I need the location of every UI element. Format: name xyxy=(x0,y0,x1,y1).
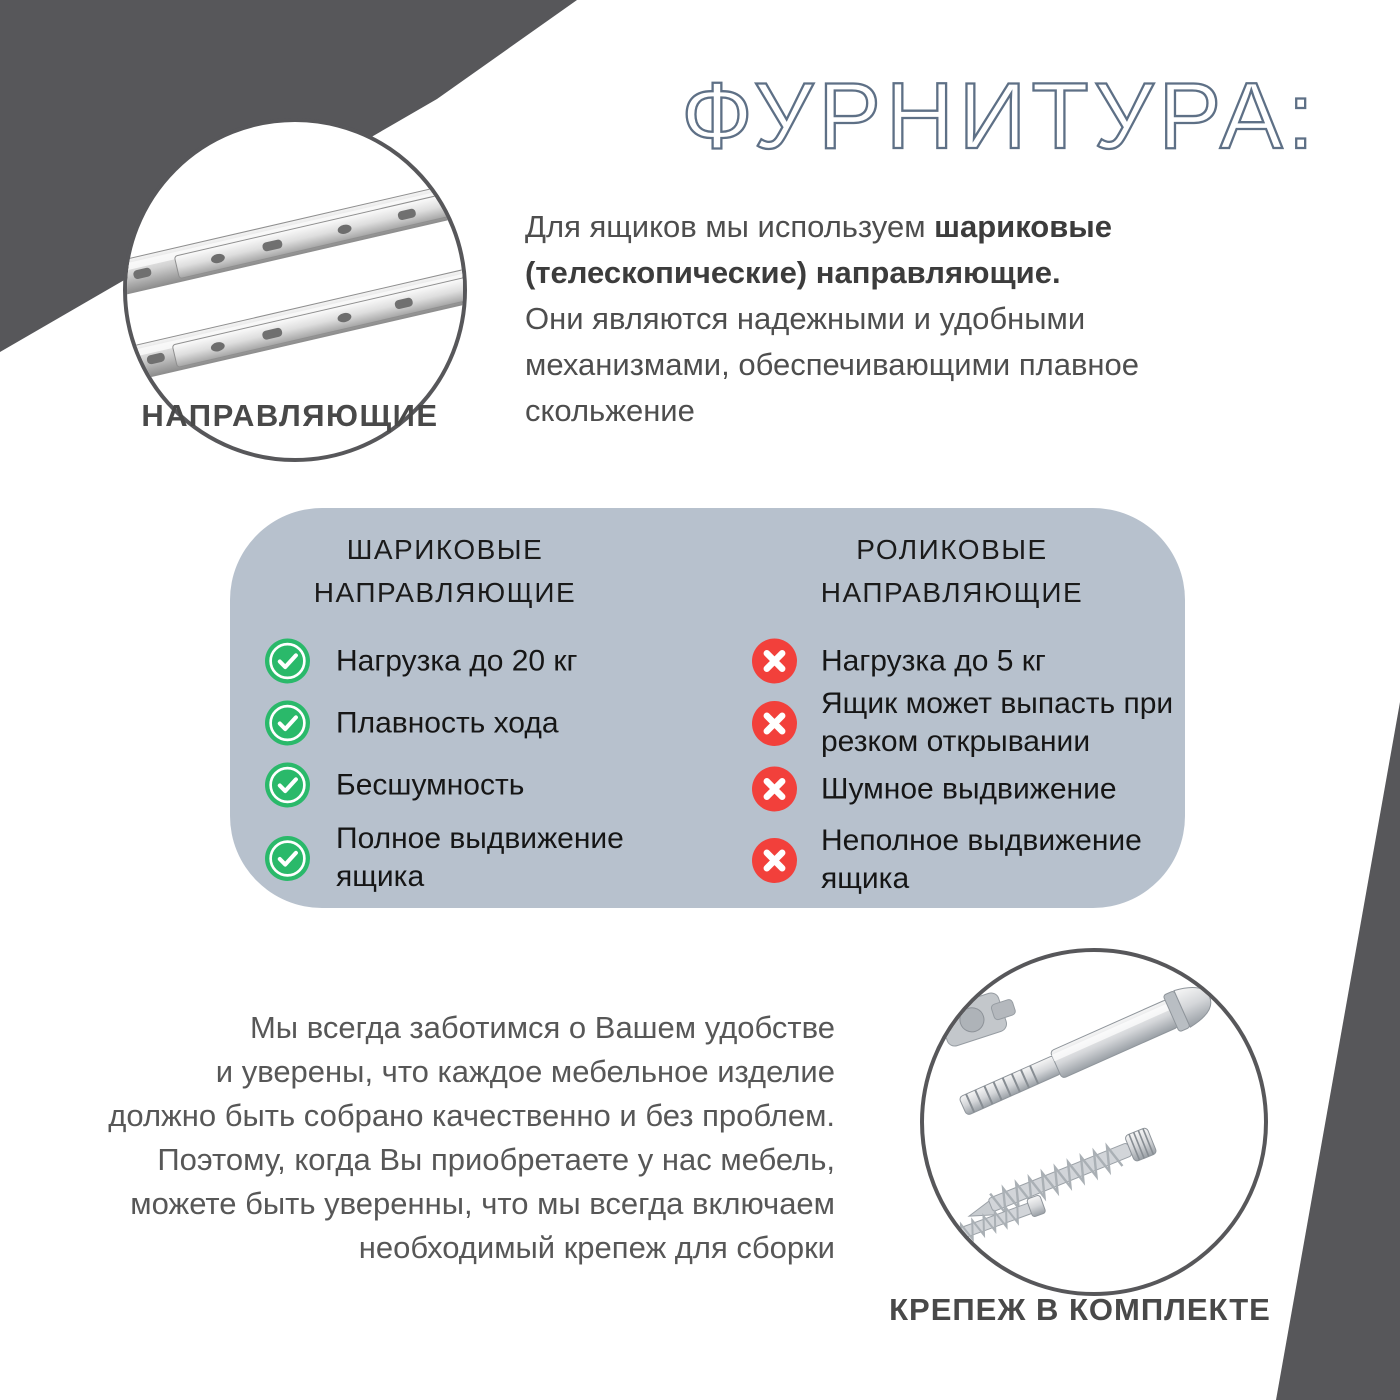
cross-icon xyxy=(752,838,797,883)
pro-row xyxy=(265,701,666,746)
check-icon xyxy=(265,763,310,808)
con-label: Шумное выдвижение xyxy=(821,772,1117,805)
footer-line: Поэтому, когда Вы приобретаете у нас мебель, xyxy=(157,1142,835,1177)
footer-paragraph xyxy=(60,1006,835,1270)
pro-label: Полное выдвижение ящика xyxy=(336,822,624,893)
con-row xyxy=(752,822,1191,898)
fasteners-photo xyxy=(924,952,1264,1292)
pro-row xyxy=(265,820,666,896)
roller-slides-heading-line2: НАПРАВЛЯЮЩИЕ xyxy=(820,577,1084,608)
con-row xyxy=(752,685,1191,761)
intro-paragraph xyxy=(525,204,1205,434)
con-label: Нагрузка до 5 кг xyxy=(821,644,1046,677)
fasteners-caption: КРЕПЕЖ В КОМПЛЕКТЕ xyxy=(889,1292,1271,1327)
check-icon xyxy=(265,701,310,746)
ball-slides-heading-line2: НАПРАВЛЯЮЩИЕ xyxy=(313,577,577,608)
footer-line: необходимый крепеж для сборки xyxy=(358,1230,835,1265)
roller-slides-heading xyxy=(782,528,1122,614)
footer-line: Мы всегда заботимся о Вашем удобстве xyxy=(249,1010,835,1045)
pro-row xyxy=(265,763,666,808)
check-icon xyxy=(265,639,310,684)
footer-line: можете быть уверенны, что мы всегда включаем xyxy=(130,1186,835,1221)
check-icon xyxy=(265,836,310,881)
footer-line: и уверены, что каждое мебельное изделие xyxy=(215,1054,835,1089)
pro-row xyxy=(265,639,666,684)
con-label: Ящик может выпасть при резком открывании xyxy=(821,687,1174,758)
page-title: ФУРНИТУРА: xyxy=(681,63,1319,168)
cross-icon xyxy=(752,639,797,684)
ball-slides-heading xyxy=(280,528,610,614)
intro-bold-2: (телескопические) направляющие. xyxy=(525,255,1061,290)
cross-icon xyxy=(752,767,797,812)
fasteners-photo-circle xyxy=(920,948,1268,1296)
intro-bold-1: шариковые xyxy=(934,209,1113,244)
con-row xyxy=(752,767,1191,812)
roller-slides-heading-line1: РОЛИКОВЫЕ xyxy=(856,534,1048,565)
pro-label: Плавность хода xyxy=(336,706,559,739)
con-row xyxy=(752,639,1191,684)
intro-rest: Они являются надежными и удобными механизмами, обеспечивающими плавное скольжение xyxy=(525,301,1140,428)
intro-lead: Для ящиков мы используем xyxy=(525,209,935,244)
ball-slides-heading-line1: ШАРИКОВЫЕ xyxy=(346,534,544,565)
con-label: Неполное выдвижение ящика xyxy=(821,824,1142,895)
bottom-right-dark-wedge xyxy=(1276,702,1400,1400)
footer-line: должно быть собрано качественно и без проблем. xyxy=(108,1098,835,1133)
cross-icon xyxy=(752,701,797,746)
drawer-slides-caption: НАПРАВЛЯЮЩИЕ xyxy=(141,398,439,433)
pro-label: Нагрузка до 20 кг xyxy=(336,644,578,677)
pro-label: Бесшумность xyxy=(336,768,525,801)
